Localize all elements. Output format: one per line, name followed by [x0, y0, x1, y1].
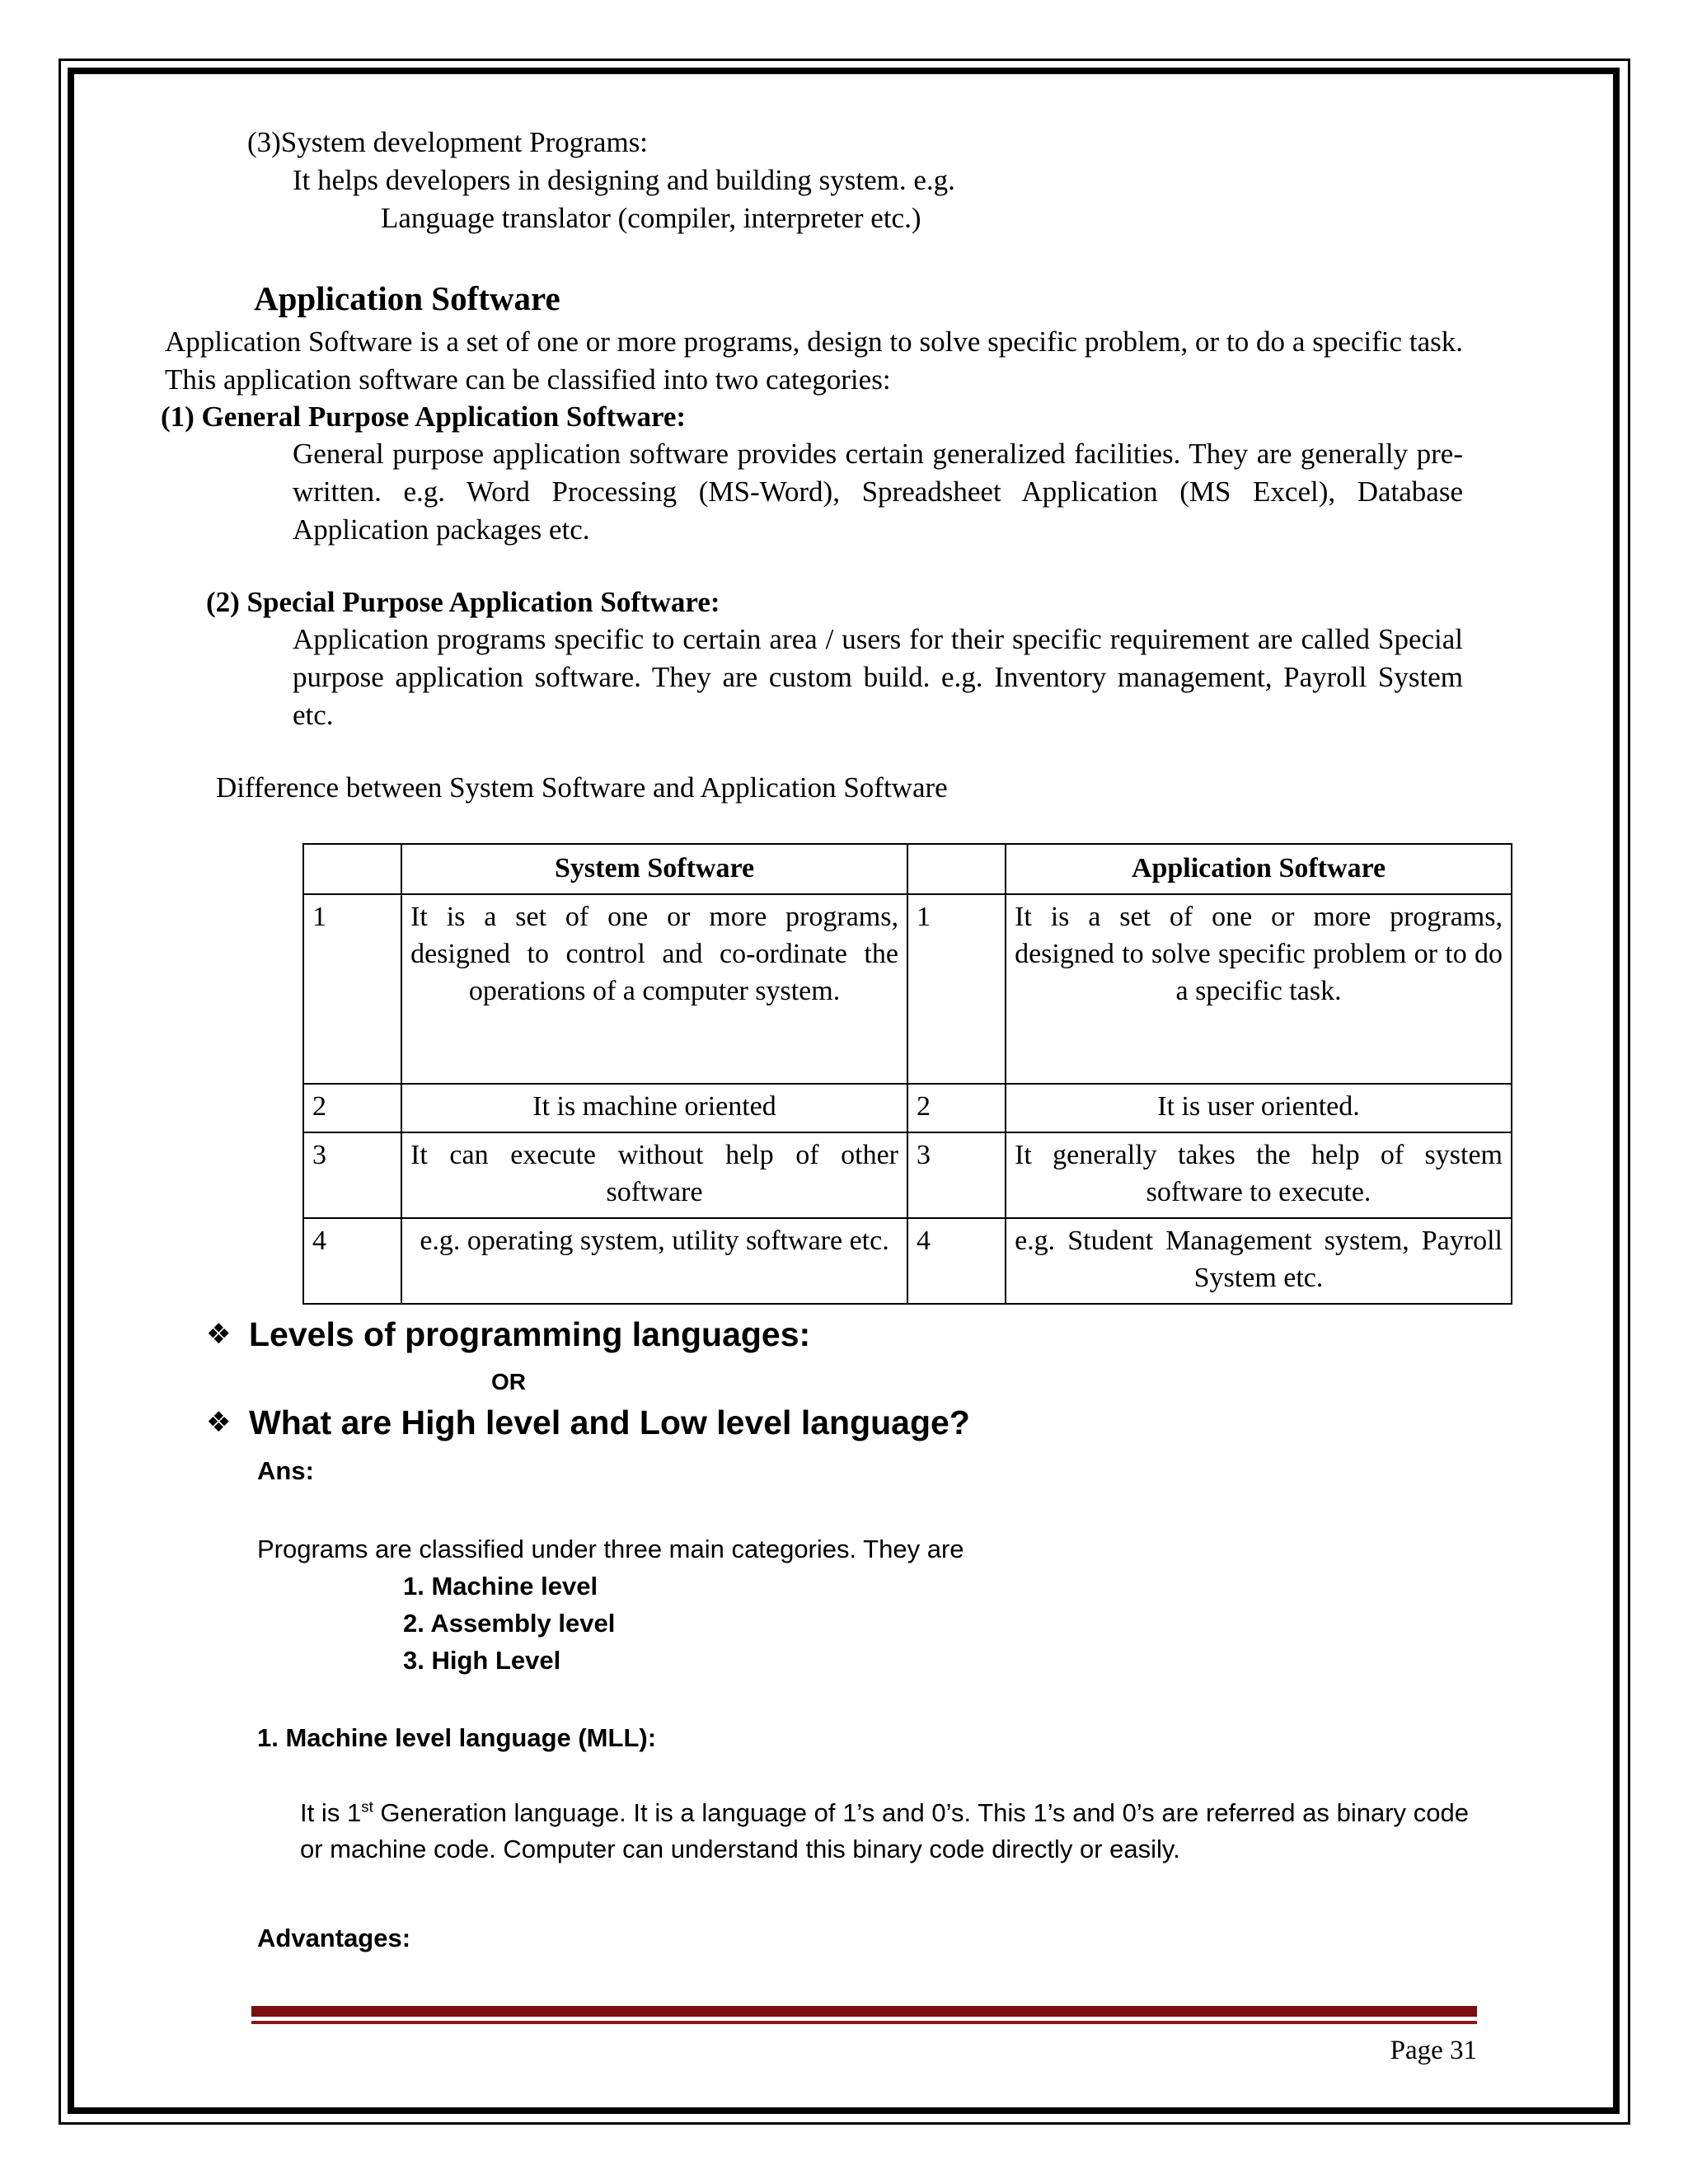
row-4-right-num: 4: [907, 1218, 1006, 1304]
row-1-right-num: 1: [907, 894, 1006, 1084]
row-2-application-software: It is user oriented.: [1006, 1084, 1512, 1132]
or-label: OR: [491, 1369, 526, 1394]
table-row: [303, 1132, 1512, 1218]
row-4-application-software: e.g. Student Management system, Payroll System etc.: [1006, 1218, 1512, 1304]
table-row: [303, 1218, 1512, 1304]
row-3-system-software: It can execute without help of other software: [401, 1132, 907, 1218]
row-1-system-software: It is a set of one or more programs, designed to control and co-ordinate the operations of a computer system.: [401, 894, 907, 1084]
footer-rule-thin: [251, 2021, 1477, 2024]
row-3-application-software: It generally takes the help of system software to execute.: [1006, 1132, 1512, 1218]
mll-body-ordinal: st: [361, 1797, 373, 1816]
list-item: 3. High Level: [403, 1646, 561, 1675]
mll-body: [300, 1795, 1469, 1868]
levels-heading-2-row: [206, 1403, 1360, 1442]
row-1-application-software: It is a set of one or more programs, designed to solve specific problem or to do a specific task.: [1006, 894, 1512, 1084]
table-row: [303, 1084, 1512, 1132]
mll-body-pre: It is 1: [300, 1798, 362, 1827]
list-item: 2. Assembly level: [403, 1609, 616, 1638]
diamond-bullet-icon: ❖: [206, 1318, 232, 1351]
levels-heading-2: What are High level and Low level language?: [249, 1404, 970, 1441]
mll-heading: 1. Machine level language (MLL):: [257, 1723, 657, 1752]
difference-caption: Difference between System Software and Application Software: [216, 771, 948, 804]
row-3-left-num: 3: [303, 1132, 401, 1218]
row-2-left-num: 2: [303, 1084, 401, 1132]
general-purpose-body: General purpose application software provides certain generalized facilities. They are generally pre-written. e.g. Word Processing (MS-Word), Spreadsheet Application (MS Excel), Database Application packages etc.: [293, 438, 1463, 546]
table-row: [303, 894, 1512, 1084]
row-4-system-software: e.g. operating system, utility software etc.: [401, 1218, 907, 1304]
mll-body-post: Generation language. It is a language of 1’s and 0’s. This 1’s and 0’s are referred as binary code or machine code. Computer can understand this binary code directly or easily.: [300, 1798, 1469, 1863]
list-item: 1. Machine level: [403, 1572, 598, 1601]
table-header-row: [303, 844, 1512, 894]
special-purpose-heading: (2) Special Purpose Application Software:: [206, 586, 720, 618]
row-1-left-num: 1: [303, 894, 401, 1084]
programs-classified-intro: Programs are classified under three main categories. They are: [257, 1535, 964, 1563]
table-header-system-software: System Software: [401, 844, 907, 894]
row-2-right-num: 2: [907, 1084, 1006, 1132]
system-development-line-2: Language translator (compiler, interpreter etc.): [381, 202, 921, 234]
levels-heading-1: Levels of programming languages:: [249, 1315, 811, 1353]
table-header-application-software: Application Software: [1006, 844, 1512, 894]
software-comparison-table: [302, 843, 1512, 1305]
system-development-line-1: It helps developers in designing and building system. e.g.: [293, 164, 955, 196]
answer-label: Ans:: [257, 1456, 314, 1485]
footer-rule-thick: [251, 2006, 1477, 2017]
levels-heading-1-row: [206, 1315, 1278, 1354]
general-purpose-heading: (1) General Purpose Application Software:: [161, 401, 687, 433]
page-number: Page 31: [1390, 2036, 1477, 2065]
row-4-left-num: 4: [303, 1218, 401, 1304]
row-2-system-software: It is machine oriented: [401, 1084, 907, 1132]
application-software-intro: Application Software is a set of one or more programs, design to solve specific problem, or to do a specific task. This application software can be classified into two categories:: [165, 326, 1463, 396]
advantages-label: Advantages:: [257, 1924, 411, 1952]
row-3-right-num: 3: [907, 1132, 1006, 1218]
application-software-heading: Application Software: [254, 279, 560, 317]
system-development-heading: (3)System development Programs:: [247, 126, 649, 158]
special-purpose-body: Application programs specific to certain area / users for their specific requirement are called Special purpose application software. They are custom build. e.g. Inventory management, Payroll System etc.: [293, 623, 1463, 731]
table-header-right-num: [907, 844, 1006, 894]
diamond-bullet-icon: ❖: [206, 1406, 232, 1439]
table-header-left-num: [303, 844, 401, 894]
